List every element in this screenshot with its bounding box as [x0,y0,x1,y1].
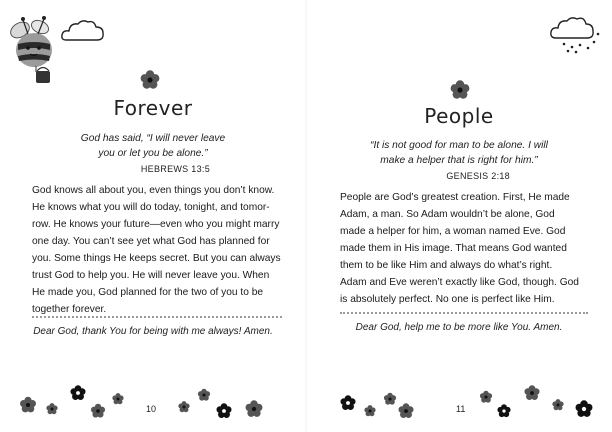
flower-border [0,375,306,425]
scripture-verse-line: “It is not good for man to be alone. I will [370,140,548,151]
flower-icon [480,391,492,403]
flower-icon [112,393,123,404]
body-line: together forever. [32,304,107,315]
body-line: you. Some things He keeps secret. But you can always [32,253,281,264]
body-line: row. He knows your future—even who you might marry [32,219,280,230]
flower-icon [178,401,189,412]
flower-icon [70,385,85,400]
page-title: People [424,104,494,128]
page-number: 11 [456,404,466,414]
dotted-divider [32,316,282,318]
flower-border [306,375,612,425]
flower-icon [46,403,57,414]
body-line: Adam and Eve weren’t exactly like God, though. God [340,277,579,288]
flower-icon [448,78,472,102]
flower-icon [552,399,563,410]
body-line: Adam, a man. So Adam wouldn’t be alone, God [340,209,555,220]
body-line: He knows what you will do today, tonight, and tomor- [32,202,270,213]
flower-icon [246,400,263,417]
page-number: 10 [146,404,157,414]
body-line: He made you, God planned for the two of you to be [32,287,264,298]
body-line: made them in His image. That means God wanted [340,243,567,254]
cloud-icon [60,18,106,44]
prayer-text: Dear God, thank You for being with me always! Amen. [33,326,273,337]
flower-icon [91,404,105,418]
bee-icon [6,14,58,86]
flower-icon [576,400,593,417]
flower-icon [524,385,539,400]
flower-icon [340,395,355,410]
flower-icon [20,397,36,413]
flower-icon [198,389,210,401]
flower-icon [216,403,231,418]
page-title: Forever [113,96,193,120]
body-line: trust God to help you. He will never leave you. When [32,270,270,281]
scripture-verse-line: you or let you be alone.” [98,148,208,159]
body-line: God knows all about you, even things you don’t know. [32,185,275,196]
right-page [306,0,612,432]
body-line: made a helper for him, a woman named Eve. God [340,226,566,237]
scripture-reference: GENESIS 2:18 [446,171,510,181]
prayer-text: Dear God, help me to be more like You. Amen. [355,322,563,333]
body-line: is absolutely perfect. No one is perfect like Him. [340,294,555,305]
body-line: them to be like Him and always do what’s right. [340,260,553,271]
scripture-verse-line: God has said, “I will never leave [80,133,226,144]
flower-icon [497,404,510,417]
body-line: People are God’s greatest creation. First, He made [340,192,570,203]
cloud-icon [546,14,606,54]
body-line: one day. You can’t see yet what God has planned for [32,236,270,247]
flower-icon [138,68,162,92]
flower-icon [398,403,413,418]
scripture-reference: HEBREWS 13:5 [140,164,210,174]
scripture-verse-line: make a helper that is right for him.” [380,155,538,166]
flower-icon [364,405,375,416]
dotted-divider [340,312,588,314]
flower-icon [384,393,396,405]
